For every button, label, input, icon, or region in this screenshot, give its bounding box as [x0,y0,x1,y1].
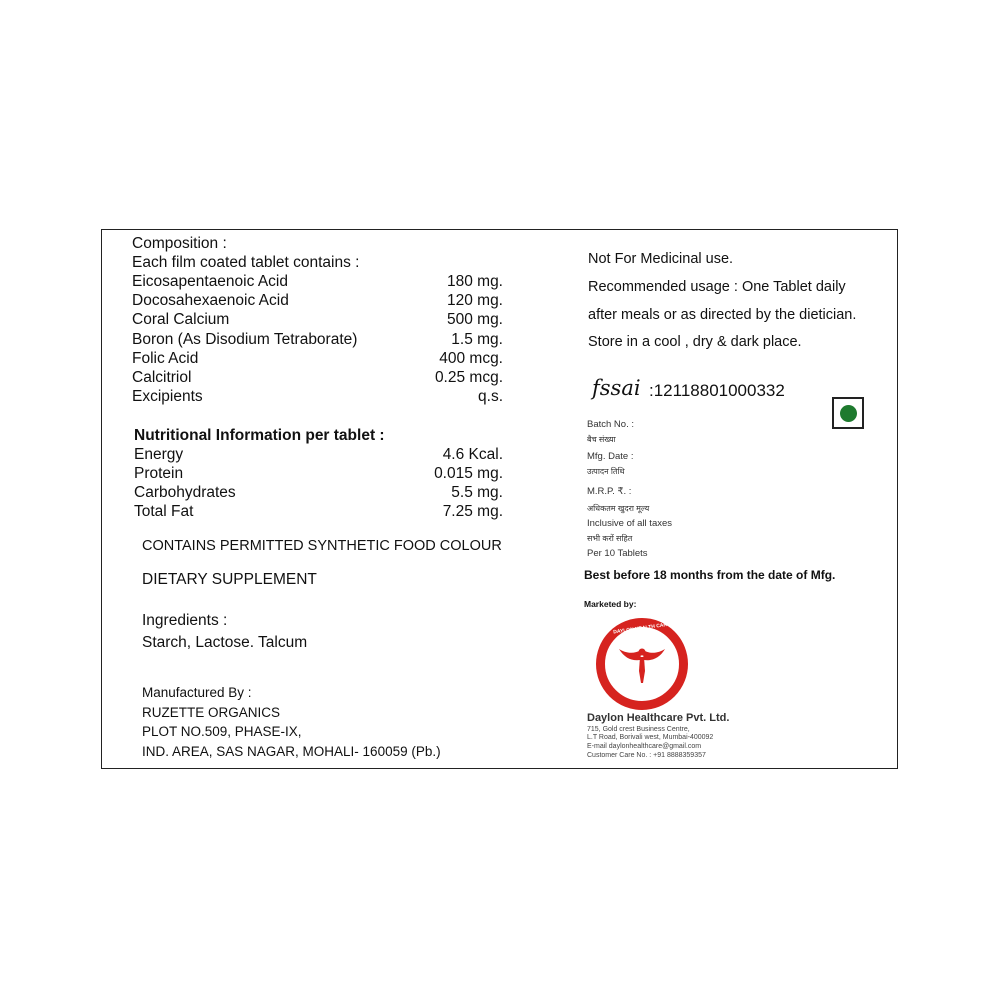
ingredient-amount: 7.25 mg. [442,503,503,520]
company-address-line2: L.T Road, Borivali west, Mumbai-400092 [587,734,714,741]
inclusive-taxes: Inclusive of all taxes [587,518,673,529]
usage-line1: Recommended usage : One Tablet daily [588,279,846,295]
fssai-license-number: :12118801000332 [649,381,785,400]
manufactured-by-label: Manufactured By : [142,685,252,700]
colour-notice: CONTAINS PERMITTED SYNTHETIC FOOD COLOUR [142,538,502,554]
logo-ring-text: DAYLON HEALTH CARE PVT LTD [612,618,693,636]
mrp-label-hindi: अधिकतम खुदरा मूल्य [587,504,650,513]
manufacturer-address-line1: PLOT NO.509, PHASE-IX, [142,724,302,739]
ingredient-amount: 0.015 mg. [434,465,503,482]
ingredient-name: Coral Calcium [132,311,230,329]
composition-title: Composition : [132,235,227,252]
ingredient-amount: 5.5 mg. [451,484,503,501]
vegetarian-mark [832,397,864,429]
company-address-line1: 715, Gold crest Business Centre, [587,726,690,733]
marketed-by-label: Marketed by: [584,599,637,609]
ingredient-amount: 1.5 mg. [451,330,503,348]
customer-care: Customer Care No. : +91 8888359357 [587,752,706,759]
ingredient-name: Energy [134,446,184,463]
ingredient-amount: q.s. [478,388,503,406]
pack-size: Per 10 Tablets [587,548,648,559]
ingredients-text: Starch, Lactose. Talcum [142,634,308,651]
ingredient-name: Boron (As Disodium Tetraborate) [132,330,358,348]
ingredient-amount: 4.6 Kcal. [442,446,503,463]
mfg-date-label: Mfg. Date : [587,451,634,462]
ingredients-title: Ingredients : [142,612,228,629]
nutrition-title: Nutritional Information per tablet : [134,427,385,444]
supplement-type: DIETARY SUPPLEMENT [142,571,317,588]
mrp-label: M.R.P. ₹. : [587,486,632,497]
ingredient-name: Total Fat [134,503,194,520]
vegetarian-dot-icon [840,405,857,422]
fssai-logo: fssai [592,376,641,400]
company-logo [596,618,693,710]
best-before: Best before 18 months from the date of Mfg. [584,568,836,582]
ingredient-name: Excipients [132,388,203,406]
company-email: E-mail daylonhealthcare@gmail.com [587,743,702,750]
inclusive-taxes-hindi: सभी करों सहित [587,534,633,543]
ingredient-name: Protein [134,465,184,482]
composition-subtitle: Each film coated tablet contains : [132,254,360,271]
ingredient-amount: 180 mg. [446,273,503,290]
ingredient-name: Calcitriol [132,369,192,386]
company-name: Daylon Healthcare Pvt. Ltd. [587,712,730,724]
batch-label: Batch No. : [587,419,634,430]
winged-figure-icon [605,627,679,701]
ingredient-amount: 120 mg. [446,292,503,310]
manufacturer-address-line2: IND. AREA, SAS NAGAR, MOHALI- 160059 (Pb.) [142,744,441,759]
ingredient-amount: 400 mcg. [439,349,503,367]
ingredient-amount: 500 mg. [446,311,503,329]
mfg-date-label-hindi: उत्पादन तिथि [587,467,625,476]
ingredient-name: Docosahexaenoic Acid [132,292,289,310]
ingredient-amount: 0.25 mcg. [434,369,503,386]
ingredient-name: Eicosapentaenoic Acid [132,273,288,290]
ingredient-name: Folic Acid [132,349,199,367]
usage-line2: after meals or as directed by the dietician. [588,307,857,323]
batch-label-hindi: बैच संख्या [587,435,616,444]
not-medicinal-notice: Not For Medicinal use. [588,251,734,267]
storage-instructions: Store in a cool , dry & dark place. [588,334,802,350]
manufacturer-name: RUZETTE ORGANICS [142,705,281,720]
ingredient-name: Carbohydrates [134,484,236,501]
